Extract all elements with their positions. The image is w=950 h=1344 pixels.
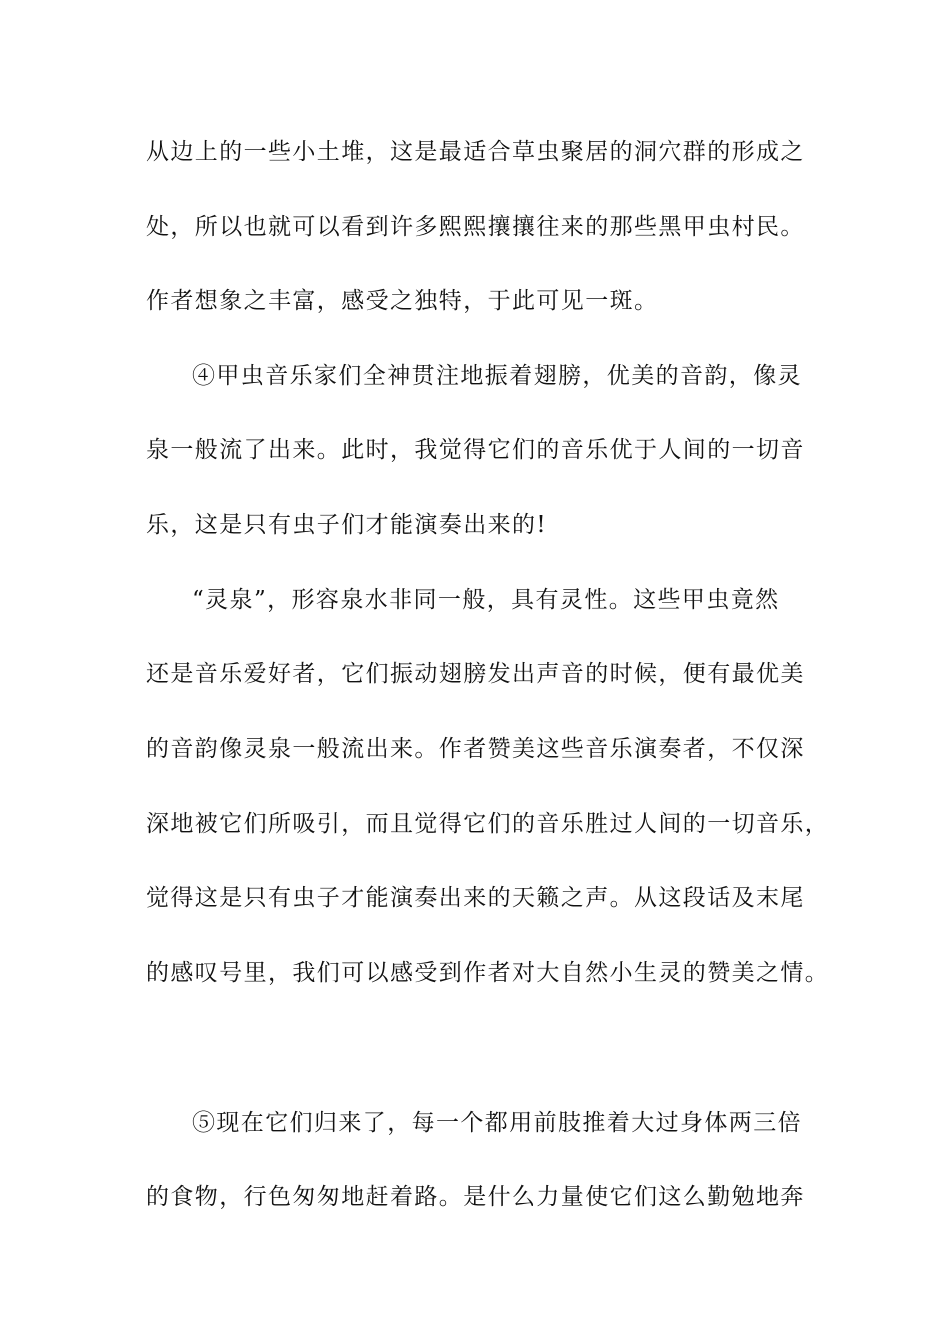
text-line: “灵泉”，形容泉水非同一般，具有灵性。这些甲虫竟然: [192, 587, 780, 613]
text-line: 深地被它们所吸引，而且觉得它们的音乐胜过人间的一切音乐，: [146, 811, 830, 837]
text-line: ④甲虫音乐家们全神贯注地振着翅膀，优美的音韵，像灵: [192, 363, 802, 389]
text-line: 觉得这是只有虫子才能演奏出来的天籁之声。从这段话及末尾: [146, 885, 805, 911]
text-line: 的食物，行色匆匆地赶着路。是什么力量使它们这么勤勉地奔: [146, 1184, 805, 1210]
text-line: 的音韵像灵泉一般流出来。作者赞美这些音乐演奏者，不仅深: [146, 736, 805, 762]
text-line: 乐，这是只有虫子们才能演奏出来的!: [146, 512, 548, 538]
text-line: 泉一般流了出来。此时，我觉得它们的音乐优于人间的一切音: [146, 437, 805, 463]
text-line: 处，所以也就可以看到许多熙熙攘攘往来的那些黑甲虫村民。: [146, 214, 805, 240]
text-line: 还是音乐爱好者，它们振动翅膀发出声音的时候，便有最优美: [146, 661, 805, 687]
text-line: 作者想象之丰富，感受之独特，于此可见一斑。: [146, 288, 659, 314]
text-line: 的感叹号里，我们可以感受到作者对大自然小生灵的赞美之情。: [146, 960, 830, 986]
text-line: 从边上的一些小土堆，这是最适合草虫聚居的洞穴群的形成之: [146, 139, 805, 165]
text-line: ⑤现在它们归来了，每一个都用前肢推着大过身体两三倍: [192, 1110, 802, 1136]
